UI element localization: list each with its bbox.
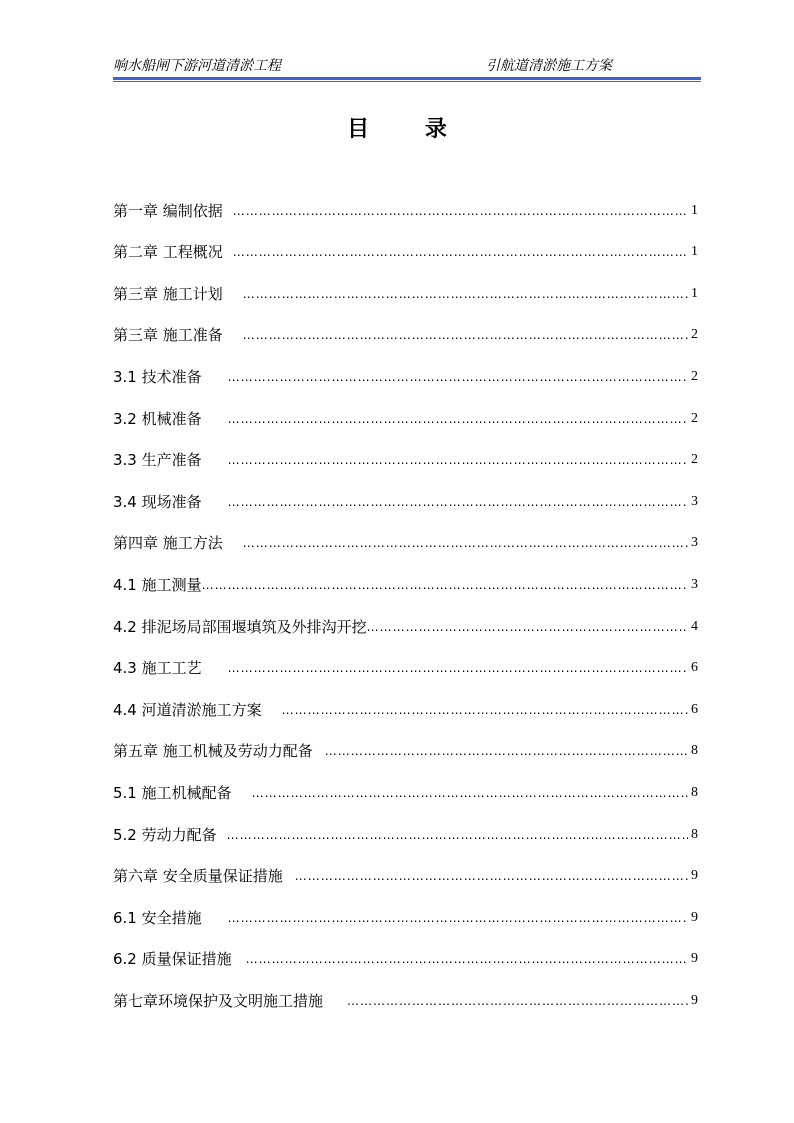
toc-dot-leader	[228, 452, 688, 468]
toc-entry-label: 4.3 施工工艺	[113, 659, 202, 678]
toc-entry-page-number: 9	[691, 951, 698, 967]
toc-dot-leader	[295, 868, 688, 884]
toc-dot-leader	[243, 327, 688, 343]
toc-entry-page-number: 4	[691, 618, 698, 634]
toc-entry-label: 5.1 施工机械配备	[113, 783, 232, 802]
toc-entry-label: 第三章 施工准备	[113, 326, 223, 345]
toc-entry-page-number: 2	[691, 368, 698, 384]
toc-entry-label: 3.1 技术准备	[113, 367, 202, 386]
toc-dot-leader	[228, 494, 688, 510]
toc-entry-page-number: 9	[691, 909, 698, 925]
toc-entry-page-number: 6	[691, 701, 698, 717]
toc-entry-page-number: 1	[691, 285, 698, 301]
toc-entry-label: 第六章 安全质量保证措施	[113, 867, 283, 886]
header-project-title: 响水船闸下游河道清淤工程	[113, 58, 281, 74]
toc-entry[interactable]	[113, 398, 698, 440]
toc-entry[interactable]	[113, 980, 698, 1022]
toc-entry[interactable]	[113, 315, 698, 357]
toc-entry-page-number: 1	[691, 202, 698, 218]
toc-entry-page-number: 9	[691, 992, 698, 1008]
toc-dot-leader	[233, 244, 688, 260]
toc-dot-leader	[367, 619, 688, 635]
toc-entry-page-number: 2	[691, 452, 698, 468]
header-divider-thin	[113, 81, 701, 82]
toc-dot-leader	[325, 743, 688, 759]
toc-dot-leader	[228, 411, 688, 427]
toc-entry[interactable]	[113, 440, 698, 482]
toc-entry-page-number: 2	[691, 410, 698, 426]
toc-entry[interactable]	[113, 856, 698, 898]
toc-entry-label: 4.2 排泥场局部围堰填筑及外排沟开挖	[113, 617, 367, 636]
toc-entry-label: 4.1 施工测量	[113, 575, 202, 594]
toc-entry-label: 第五章 施工机械及劳动力配备	[113, 742, 313, 761]
toc-entry-label: 第二章 工程概况	[113, 243, 223, 262]
toc-entry-page-number: 3	[691, 535, 698, 551]
toc-entry[interactable]	[113, 356, 698, 398]
toc-dot-leader	[347, 993, 688, 1009]
toc-entry-page-number: 2	[691, 327, 698, 343]
toc-dot-leader	[233, 203, 688, 219]
toc-entry-label: 第四章 施工方法	[113, 534, 223, 553]
toc-entry-page-number: 8	[691, 743, 698, 759]
toc-dot-leader	[246, 951, 688, 967]
toc-entry-page-number: 3	[691, 493, 698, 509]
toc-entry-page-number: 1	[691, 244, 698, 260]
toc-dot-leader	[252, 785, 688, 801]
toc-entry[interactable]	[113, 481, 698, 523]
toc-entry[interactable]	[113, 523, 698, 565]
toc-entry-label: 4.4 河道清淤施工方案	[113, 700, 262, 719]
header-divider	[113, 77, 701, 80]
toc-entry[interactable]	[113, 232, 698, 274]
toc-dot-leader	[227, 827, 688, 843]
toc-entry-page-number: 9	[691, 868, 698, 884]
toc-dot-leader	[228, 369, 688, 385]
toc-entry-label: 第三章 施工计划	[113, 284, 223, 303]
toc-entry[interactable]	[113, 897, 698, 939]
toc-entry[interactable]	[113, 648, 698, 690]
toc-dot-leader	[282, 702, 688, 718]
toc-entry[interactable]	[113, 689, 698, 731]
toc-entry-page-number: 6	[691, 660, 698, 676]
toc-entry-label: 6.2 质量保证措施	[113, 950, 232, 969]
toc-entry-label: 3.3 生产准备	[113, 451, 202, 470]
toc-entry[interactable]	[113, 939, 698, 981]
toc-entry[interactable]	[113, 273, 698, 315]
toc-dot-leader	[202, 577, 688, 593]
toc-entry-page-number: 8	[691, 784, 698, 800]
toc-dot-leader	[243, 535, 688, 551]
header-document-title: 引航道清淤施工方案	[486, 58, 612, 74]
toc-entry[interactable]	[113, 814, 698, 856]
toc-dot-leader	[228, 660, 688, 676]
toc-entry-page-number: 8	[691, 826, 698, 842]
toc-entry[interactable]	[113, 731, 698, 773]
toc-entry[interactable]	[113, 190, 698, 232]
toc-title: 目 录	[347, 117, 471, 142]
toc-entry-label: 第七章环境保护及文明施工措施	[113, 991, 324, 1010]
page-header	[113, 57, 701, 75]
toc-entry-page-number: 3	[691, 576, 698, 592]
toc-dot-leader	[243, 286, 688, 302]
toc-entry-label: 第一章 编制依据	[113, 201, 223, 220]
toc-entry-label: 6.1 安全措施	[113, 908, 202, 927]
toc-entry-label: 3.2 机械准备	[113, 409, 202, 428]
toc-entry-label: 5.2 劳动力配备	[113, 825, 217, 844]
table-of-contents	[113, 190, 698, 1022]
toc-entry[interactable]	[113, 564, 698, 606]
toc-entry[interactable]	[113, 772, 698, 814]
toc-dot-leader	[228, 910, 688, 926]
toc-entry-label: 3.4 现场准备	[113, 492, 202, 511]
toc-entry[interactable]	[113, 606, 698, 648]
